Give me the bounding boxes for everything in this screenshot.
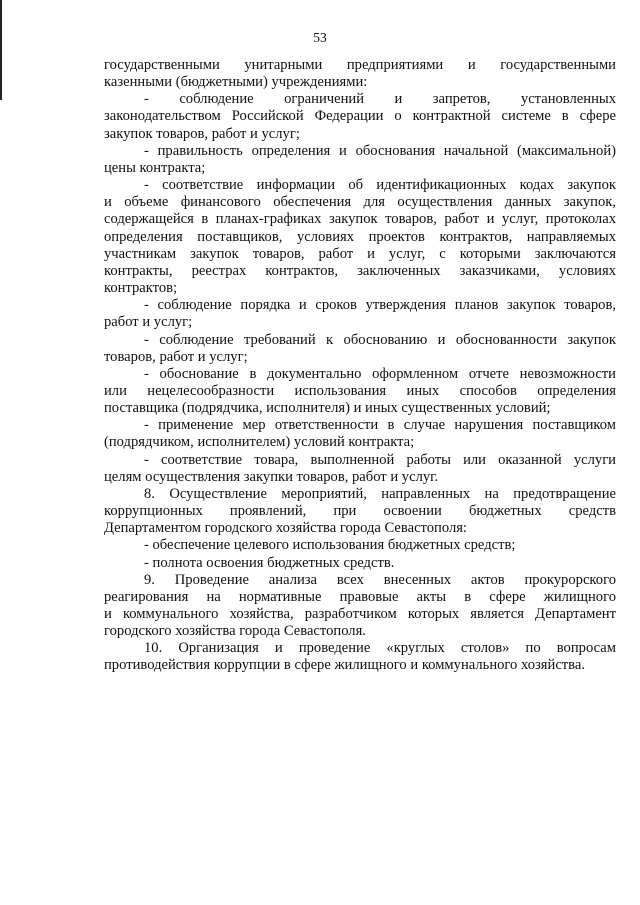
text-line: закупок товаров, работ и услуг; <box>104 125 300 142</box>
text-line: контрактов; <box>104 280 178 297</box>
text-line: реагирования на нормативные правовые акты в сфере жилищного <box>104 588 616 605</box>
text-line: коррупционных проявлений, при освоении бюджетных средств <box>104 503 616 520</box>
text-line: или нецелесообразности использования иных способов определения <box>104 382 616 399</box>
text-line: содержащейся в планах-графиках закупок товаров, работ и услуг, протоколах <box>104 211 616 228</box>
text-line: городского хозяйства города Севастополя. <box>104 623 366 640</box>
text-line: - обеспечение целевого использования бюджетных средств; <box>144 537 516 554</box>
text-line: - применение мер ответственности в случае нарушения поставщиком <box>144 417 616 434</box>
text-line: и коммунального хозяйства, разработчиком которых является Департамент <box>104 606 616 622</box>
text-line: Департаментом городского хозяйства города Севастополя: <box>104 520 467 537</box>
text-line: 10. Организация и проведение «круглых столов» по вопросам <box>144 640 616 657</box>
text-line: - соответствие информации об идентификационных кодах закупок <box>144 177 616 194</box>
text-line: казенными (бюджетными) учреждениями: <box>104 74 368 91</box>
text-line: - соблюдение ограничений и запретов, установленных <box>144 91 616 108</box>
text-line: определения поставщиков, условиях проектов контрактов, направляемых <box>104 228 616 245</box>
text-line: поставщика (подрядчика, исполнителя) и иных существенных условий; <box>104 400 551 417</box>
text-line: - правильность определения и обоснования начальной (максимальной) <box>144 142 616 159</box>
text-line: - обоснование в документально оформленном отчете невозможности <box>144 365 616 382</box>
text-line: государственными унитарными предприятиями и государственными <box>104 57 616 73</box>
text-line: контракты, реестрах контрактов, заключенных заказчиками, условиях <box>104 262 616 279</box>
text-line: - соблюдение порядка и сроков утверждения планов закупок товаров, <box>144 297 616 314</box>
text-line: 9. Проведение анализа всех внесенных актов прокурорского <box>144 571 616 588</box>
scan-edge-mark <box>0 0 2 100</box>
text-line: - соответствие товара, выполненной работы или оказанной услуги <box>144 451 616 468</box>
document-body <box>104 57 616 675</box>
text-line: законодательством Российской Федерации о контрактной системе в сфере <box>104 108 616 125</box>
text-line: (подрядчиком, исполнителем) условий контракта; <box>104 434 415 451</box>
page-number: 53 <box>313 30 327 45</box>
text-line: - полнота освоения бюджетных средств. <box>144 554 395 571</box>
text-line: и объеме финансового обеспечения для осуществления данных закупок, <box>104 194 616 211</box>
text-line: участникам закупок товаров, работ и услуг, с которыми заключаются <box>104 245 616 262</box>
text-line: 8. Осуществление мероприятий, направленных на предотвращение <box>144 485 616 502</box>
text-line: противодействия коррупции в сфере жилищного и коммунального хозяйства. <box>104 657 586 674</box>
text-line: целям осуществления закупки товаров, работ и услуг. <box>104 468 439 485</box>
text-line: товаров, работ и услуг; <box>104 348 248 365</box>
text-line: - соблюдение требований к обоснованию и обоснованности закупок <box>144 331 616 348</box>
text-line: цены контракта; <box>104 159 206 176</box>
text-line: работ и услуг; <box>104 314 193 331</box>
